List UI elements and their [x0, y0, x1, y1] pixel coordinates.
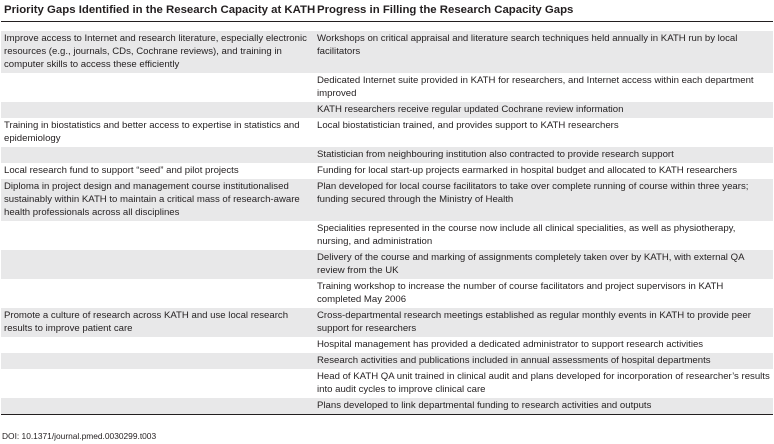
- table-row: [1, 179, 773, 221]
- header-progress: Progress in Filling the Research Capacity Gaps: [314, 0, 773, 22]
- gap-cell: [1, 279, 314, 308]
- gap-cell: [1, 337, 314, 353]
- table-row: [1, 279, 773, 308]
- gap-cell: [1, 250, 314, 279]
- gap-cell: Training in biostatistics and better access to expertise in statistics and epidemiology: [4, 120, 300, 144]
- gap-cell: Promote a culture of research across KATH and use local research results to improve patient care: [1, 308, 314, 337]
- table-row: [1, 398, 773, 415]
- gap-cell: [1, 398, 314, 415]
- doi-footnote: DOI: 10.1371/journal.pmed.0030299.t003: [2, 431, 157, 441]
- progress-cell: Cross-departmental research meetings established as regular monthly events in KATH to provide peer support for researchers: [314, 308, 773, 337]
- table-row: [1, 337, 773, 353]
- table-row: [1, 31, 773, 73]
- progress-cell: Local biostatistician trained, and provides support to KATH researchers: [317, 120, 619, 131]
- progress-cell: Delivery of the course and marking of assignments completely taken over by KATH, with external QA review from the UK: [314, 250, 773, 279]
- research-capacity-table: [1, 0, 773, 415]
- table-row: [1, 353, 773, 369]
- progress-cell: Statistician from neighbouring institution also contracted to provide research support: [314, 147, 773, 163]
- gap-cell: Improve access to Internet and research literature, especially electronic resources (e.g., journals, CDs, Cochrane reviews), and training in computer skills to access these efficiently: [1, 31, 314, 73]
- gap-cell: [1, 102, 314, 118]
- table-row: [1, 118, 773, 147]
- table-row: [1, 102, 773, 118]
- header-spacer: [1, 22, 773, 32]
- gap-cell: Diploma in project design and management course institutionalised sustainably within KATH to maintain a critical mass of research-aware health professionals across all disciplines: [1, 179, 314, 221]
- gap-cell: [1, 369, 314, 398]
- progress-cell: Plan developed for local course facilitators to take over complete running of course within three years; funding secured through the Ministry of Health: [314, 179, 773, 221]
- table-header-row: [1, 0, 773, 22]
- gap-cell: [1, 147, 314, 163]
- gap-cell: [1, 73, 314, 102]
- progress-cell: Workshops on critical appraisal and literature search techniques held annually in KATH run by local facilitators: [314, 31, 773, 73]
- progress-cell: Research activities and publications included in annual assessments of hospital departments: [314, 353, 773, 369]
- table-row: [1, 250, 773, 279]
- progress-cell: Hospital management has provided a dedicated administrator to support research activities: [317, 339, 704, 350]
- table-row: [1, 163, 773, 179]
- table-row: [1, 73, 773, 102]
- table-row: [1, 308, 773, 337]
- progress-cell: KATH researchers receive regular updated Cochrane review information: [314, 102, 773, 118]
- table-row: [1, 147, 773, 163]
- progress-cell: Training workshop to increase the number of course facilitators and project supervisors in KATH completed May 2006: [317, 281, 724, 305]
- table-row: [1, 221, 773, 250]
- gap-cell: Local research fund to support “seed” and pilot projects: [4, 165, 239, 176]
- header-priority-gaps: Priority Gaps Identified in the Research Capacity at KATH: [1, 0, 314, 22]
- gap-cell: [1, 221, 314, 250]
- table-row: [1, 369, 773, 398]
- gap-cell: [1, 353, 314, 369]
- progress-cell: Dedicated Internet suite provided in KATH for researchers, and Internet access within each department improved: [317, 75, 754, 99]
- progress-cell: Head of KATH QA unit trained in clinical audit and plans developed for incorporation of researcher’s results into audit cycles to improve clinical care: [317, 371, 770, 395]
- progress-cell: Plans developed to link departmental funding to research activities and outputs: [314, 398, 773, 415]
- progress-cell: Funding for local start-up projects earmarked in hospital budget and allocated to KATH researchers: [317, 165, 738, 176]
- progress-cell: Specialities represented in the course now include all clinical specialities, as well as physiotherapy, nursing, and administration: [317, 223, 736, 247]
